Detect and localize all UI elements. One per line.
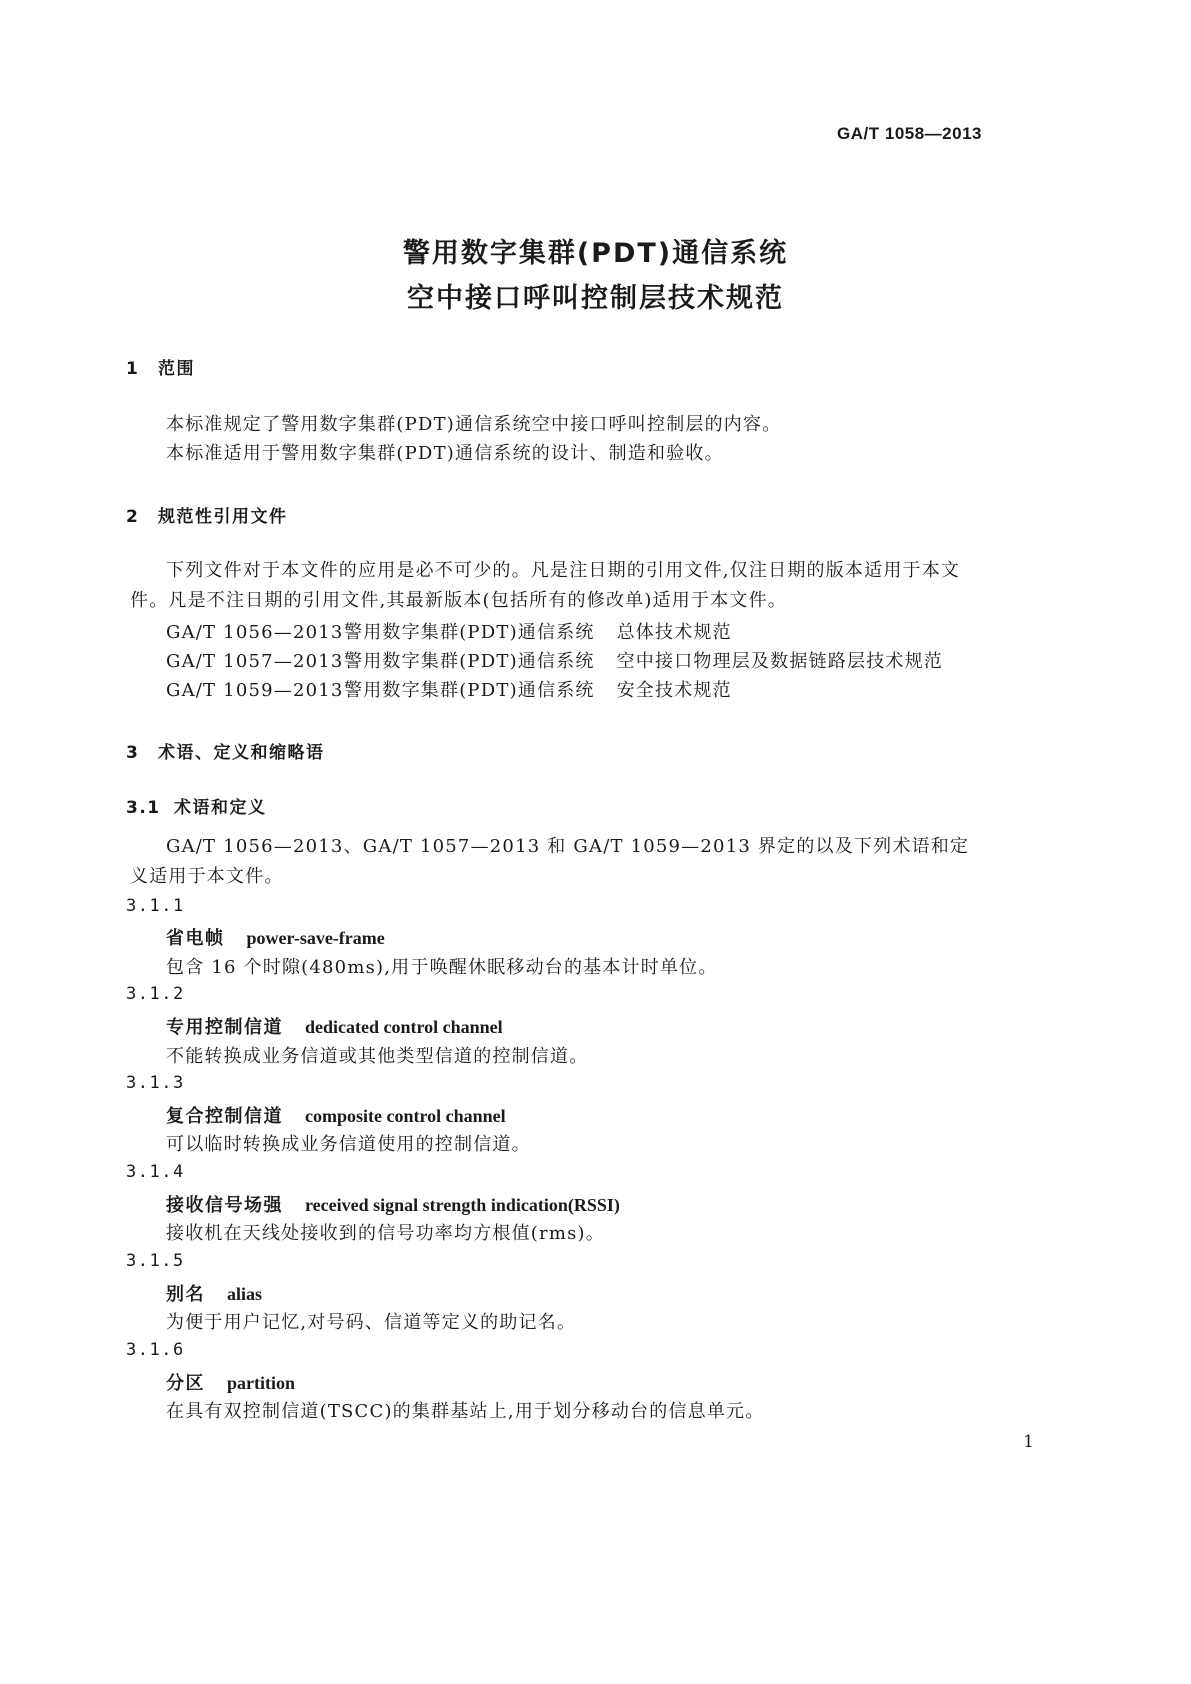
section-3-intro: GA/T 1056—2013、GA/T 1057—2013 和 GA/T 1059—2013 界定的以及下列术语和定义适用于本文件。 <box>130 836 970 887</box>
term-title <box>166 1191 620 1217</box>
term-title <box>166 1102 506 1128</box>
section-number: 1 <box>126 359 140 379</box>
reference-name: 安全技术规范 <box>616 680 732 701</box>
reference-item <box>166 647 943 673</box>
subsection-title: 术语和定义 <box>174 798 267 818</box>
reference-system: 警用数字集群(PDT)通信系统 <box>344 622 595 643</box>
subsection-3-1-heading <box>126 793 267 818</box>
section-1-heading <box>126 354 195 379</box>
reference-code: GA/T 1056—2013 <box>166 622 344 643</box>
document-title-line2: 空中接口呼叫控制层技术规范 <box>407 283 784 314</box>
reference-name: 空中接口物理层及数据链路层技术规范 <box>616 651 943 672</box>
term-number: 3.1.5 <box>126 1251 185 1271</box>
term-english: dedicated control channel <box>305 1017 503 1037</box>
term-chinese: 复合控制信道 <box>166 1106 283 1127</box>
term-definition: 不能转换成业务信道或其他类型信道的控制信道。 <box>166 1046 589 1067</box>
term-title <box>166 1280 262 1306</box>
term-chinese: 专用控制信道 <box>166 1017 283 1038</box>
term-english: alias <box>227 1284 263 1304</box>
document-code: GA/T 1058—2013 <box>837 124 982 143</box>
term-english: partition <box>227 1373 296 1393</box>
reference-system: 警用数字集群(PDT)通信系统 <box>344 680 595 701</box>
reference-item <box>166 676 732 702</box>
section-title: 术语、定义和缩略语 <box>158 743 325 763</box>
section-3-heading <box>126 738 325 763</box>
term-chinese: 分区 <box>166 1373 205 1394</box>
reference-code: GA/T 1057—2013 <box>166 651 344 672</box>
page-number: 1 <box>1023 1432 1034 1452</box>
section-2-intro: 下列文件对于本文件的应用是必不可少的。凡是注日期的引用文件,仅注日期的版本适用于本文件。凡是不注日期的引用文件,其最新版本(包括所有的修改单)适用于本文件。 <box>130 560 961 611</box>
term-english: power-save-frame <box>246 928 385 948</box>
section-2-heading <box>126 502 288 527</box>
section-1-paragraph-2: 本标准适用于警用数字集群(PDT)通信系统的设计、制造和验收。 <box>166 443 724 464</box>
section-1-paragraph-1: 本标准规定了警用数字集群(PDT)通信系统空中接口呼叫控制层的内容。 <box>166 414 782 435</box>
document-title-line1: 警用数字集群(PDT)通信系统 <box>402 238 789 269</box>
term-definition: 可以临时转换成业务信道使用的控制信道。 <box>166 1134 531 1155</box>
section-number: 2 <box>126 507 140 527</box>
subsection-number: 3.1 <box>126 798 161 818</box>
term-english: received signal strength indication(RSSI) <box>305 1195 620 1215</box>
term-definition: 包含 16 个时隙(480ms),用于唤醒休眠移动台的基本计时单位。 <box>166 957 718 978</box>
section-title: 范围 <box>158 359 195 379</box>
reference-system: 警用数字集群(PDT)通信系统 <box>344 651 595 672</box>
term-chinese: 接收信号场强 <box>166 1195 283 1216</box>
term-number: 3.1.3 <box>126 1073 185 1093</box>
term-title <box>166 1369 295 1395</box>
term-definition: 为便于用户记忆,对号码、信道等定义的助记名。 <box>166 1312 577 1333</box>
reference-item <box>166 618 732 644</box>
term-number: 3.1.2 <box>126 984 185 1004</box>
term-title <box>166 924 385 950</box>
term-definition: 接收机在天线处接收到的信号功率均方根值(rms)。 <box>166 1223 605 1244</box>
section-number: 3 <box>126 743 140 763</box>
term-number: 3.1.6 <box>126 1340 185 1360</box>
term-definition: 在具有双控制信道(TSCC)的集群基站上,用于划分移动台的信息单元。 <box>166 1401 765 1422</box>
section-title: 规范性引用文件 <box>158 507 288 527</box>
term-title <box>166 1013 503 1039</box>
term-chinese: 省电帧 <box>166 928 225 949</box>
reference-code: GA/T 1059—2013 <box>166 680 344 701</box>
term-english: composite control channel <box>305 1106 506 1126</box>
term-number: 3.1.1 <box>126 896 185 916</box>
reference-name: 总体技术规范 <box>616 622 732 643</box>
term-number: 3.1.4 <box>126 1162 185 1182</box>
term-chinese: 别名 <box>166 1284 205 1305</box>
